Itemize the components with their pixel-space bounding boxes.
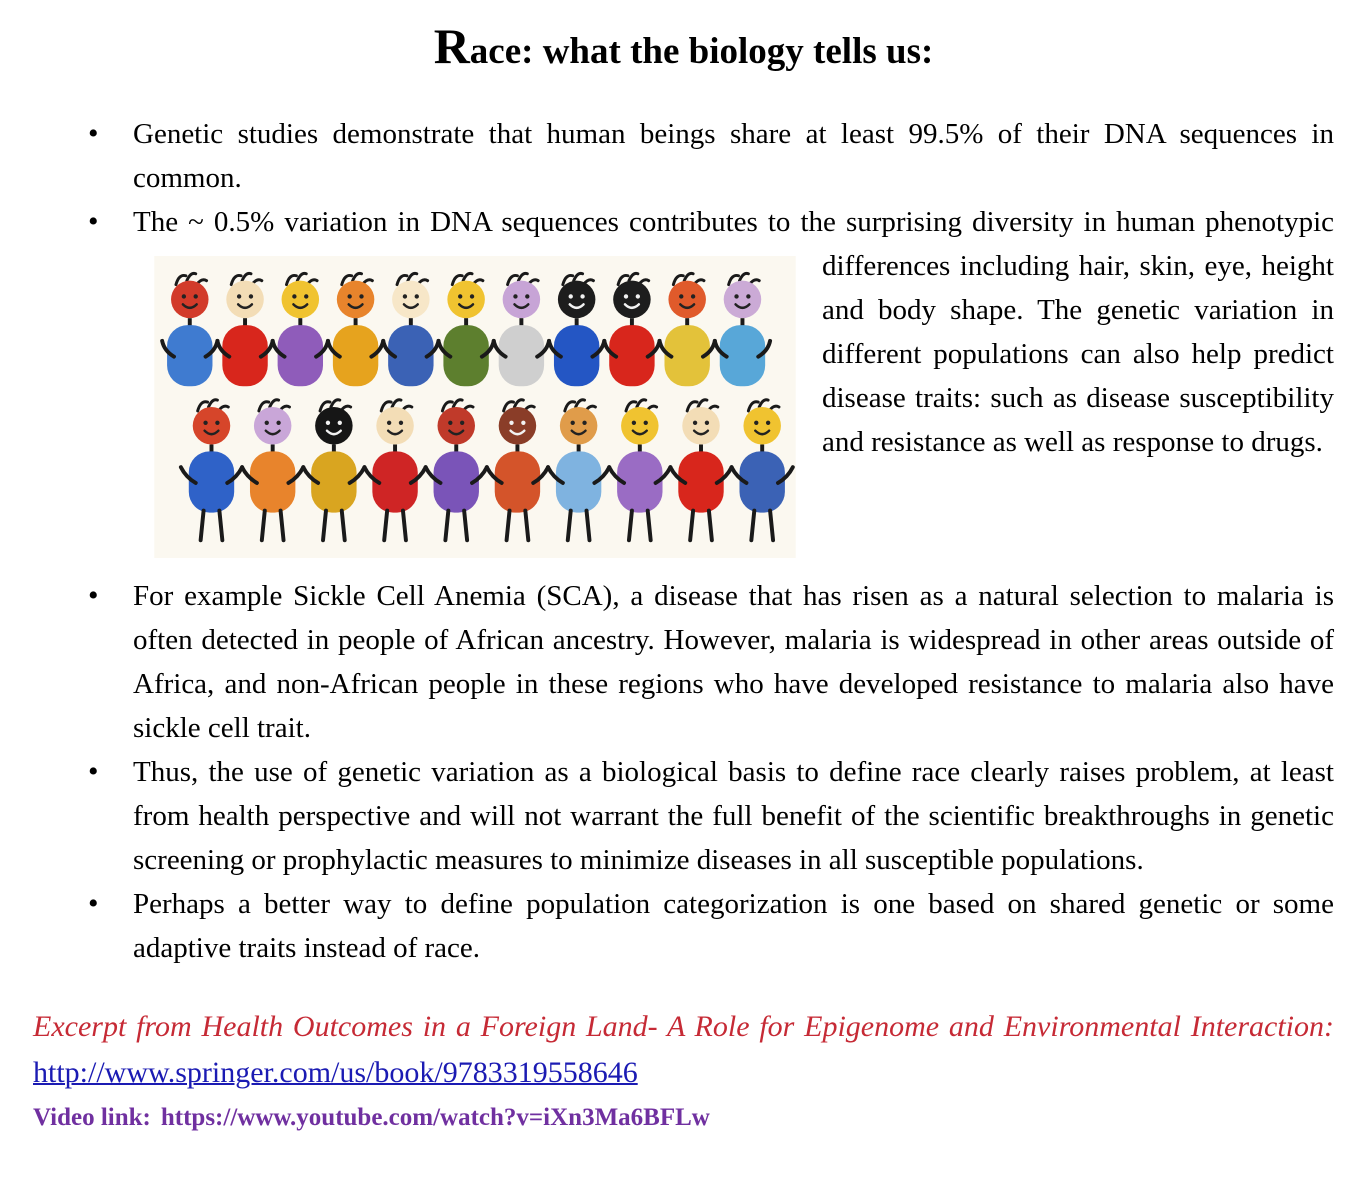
- bullet-item-dna-variation: [133, 200, 1334, 464]
- bullet-text: Perhaps a better way to define population categorization is one based on shared genetic or some adaptive traits instead of race.: [133, 888, 1334, 964]
- children-illustration-svg: [150, 256, 800, 558]
- excerpt-text: Excerpt from Health Outcomes in a Foreign Land- A Role for Epigenome and Environmental Interaction:: [33, 1010, 1334, 1043]
- page-title: Race: what the biology tells us:: [433, 18, 934, 74]
- bullet-text: For example Sickle Cell Anemia (SCA), a disease that has risen as a natural selection to malaria is often detected in people of African ancestry. However, malaria is widespread in other areas outside of Africa, and non-African people in these regions who have developed resistance to malaria also have sickle cell trait.: [133, 580, 1334, 744]
- video-link-line: [33, 1101, 1334, 1135]
- excerpt-citation: [33, 1004, 1334, 1096]
- bullet-text-beside-image: phenotypic differences including hair, skin, eye, height and body shape. The genetic variation in different populations can also help predict disease traits: such as disease susceptibility and resistance as well as response to drugs.: [822, 206, 1335, 458]
- bullet-item-sickle-cell: [133, 574, 1334, 750]
- bullet-text: Thus, the use of genetic variation as a biological basis to define race clearly raises problem, at least from health perspective and will not warrant the full benefit of the scientific breakthroughs in genetic screening or prophylactic measures to minimize diseases in all susceptible populations.: [133, 756, 1334, 876]
- springer-book-link[interactable]: http://www.springer.com/us/book/9783319558646: [33, 1056, 638, 1089]
- youtube-video-link[interactable]: https://www.youtube.com/watch?v=iXn3Ma6BFLw: [160, 1104, 710, 1131]
- bullet-text: Genetic studies demonstrate that human beings share at least 99.5% of their DNA sequences in common.: [133, 118, 1334, 194]
- bullet-item-genetic-studies: [133, 112, 1334, 200]
- bullet-text-before-image: The ~ 0.5% variation in DNA sequences contributes to the surprising diversity in human: [133, 206, 1196, 238]
- bullet-item-genetic-variation-race: [133, 750, 1334, 882]
- bullet-item-population-categorization: [133, 882, 1334, 970]
- bullet-list: [33, 112, 1334, 970]
- video-link-label: Video link:: [33, 1104, 151, 1131]
- children-holding-hands-drawing: [150, 256, 800, 558]
- footer-citations: [33, 1004, 1334, 1135]
